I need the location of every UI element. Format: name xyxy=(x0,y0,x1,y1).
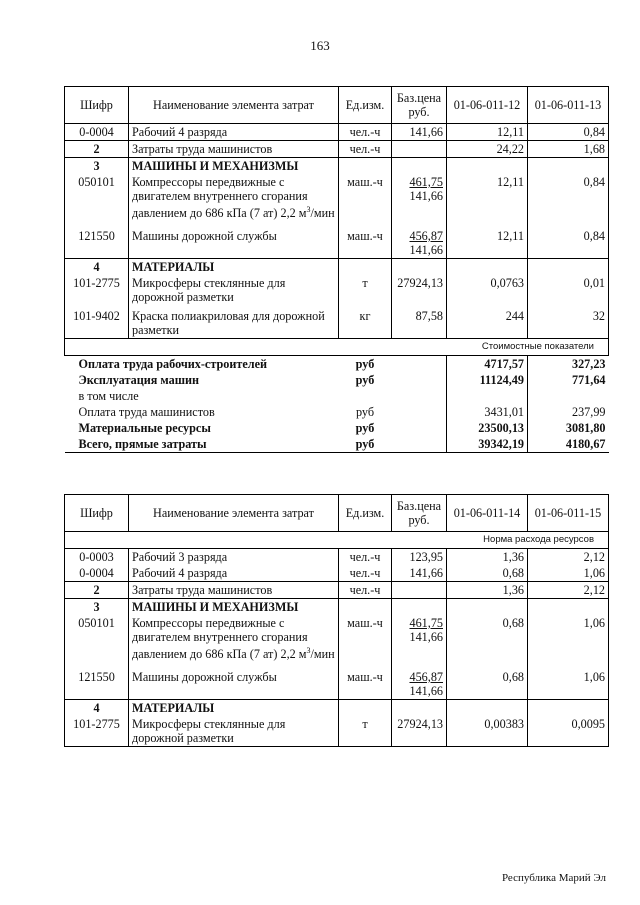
header-unit: Ед.изм. xyxy=(339,87,392,124)
section-heading-row: 4 МАТЕРИАЛЫ xyxy=(65,700,609,717)
header-price: Баз.цена руб. xyxy=(392,87,447,124)
table-row: 101-9402 Краска полиакриловая для дорожной разметки кг 87,58 244 32 xyxy=(65,305,609,339)
header-code: Шифр xyxy=(65,495,129,532)
table-header-row xyxy=(65,87,609,124)
summary-row: Оплата труда рабочих-строителей руб 4717,57 327,23 xyxy=(65,356,609,373)
header-col-a: 01-06-011-14 xyxy=(447,495,528,532)
header-col-b: 01-06-011-15 xyxy=(528,495,609,532)
section-heading-row: 3 МАШИНЫ И МЕХАНИЗМЫ xyxy=(65,599,609,616)
table-row: 101-2775 Микросферы стеклянные для дорожной разметки т 27924,13 0,00383 0,0095 xyxy=(65,716,609,747)
table-row: 101-2775 Микросферы стеклянные для дорожной разметки т 27924,13 0,0763 0,01 xyxy=(65,275,609,305)
summary-row: в том числе xyxy=(65,388,609,404)
table-row: 0-0003 Рабочий 3 разряда чел.-ч 123,95 1,36 2,12 xyxy=(65,549,609,566)
section-heading-row: 4 МАТЕРИАЛЫ xyxy=(65,259,609,276)
table-row: 050101 Компрессоры передвижные с двигателем внутреннего сгорания давлением до 686 кПа (7 ат) 2,2 $м^3$/мин маш.-ч 461,75 141,66 12,11 0,84 xyxy=(65,174,609,221)
table-row: 0-0004 Рабочий 4 разряда чел.-ч 141,66 12,11 0,84 xyxy=(65,124,609,141)
header-col-b: 01-06-011-13 xyxy=(528,87,609,124)
table-row: 2 Затраты труда машинистов чел.-ч 1,36 2,12 xyxy=(65,582,609,599)
header-col-a: 01-06-011-12 xyxy=(447,87,528,124)
section-heading-row: 3 МАШИНЫ И МЕХАНИЗМЫ xyxy=(65,158,609,175)
footer-region-label: Республика Марий Эл xyxy=(501,872,606,884)
header-code: Шифр xyxy=(65,87,129,124)
cost-indicators-label: Стоимостные показатели xyxy=(65,339,609,356)
summary-row: Эксплуатация машин руб 11124,49 771,64 xyxy=(65,372,609,388)
resource-table-2 xyxy=(64,494,609,747)
table-row: 121550 Машины дорожной службы маш.-ч 456,87 141,66 12,11 0,84 xyxy=(65,221,609,259)
norm-row xyxy=(65,532,609,549)
norm-label: Норма расхода ресурсов xyxy=(65,532,609,549)
header-unit: Ед.изм. xyxy=(339,495,392,532)
resource-table-1 xyxy=(64,86,609,453)
header-name: Наименование элемента затрат xyxy=(129,87,339,124)
summary-row: Всего, прямые затраты руб 39342,19 4180,67 xyxy=(65,436,609,453)
page-number: 163 xyxy=(310,38,330,53)
table-row: 121550 Машины дорожной службы маш.-ч 456,87 141,66 0,68 1,06 xyxy=(65,662,609,700)
table-row: 050101 Компрессоры передвижные с двигателем внутреннего сгорания давлением до 686 кПа (7 ат) 2,2 $м^3$/мин маш.-ч 461,75 141,66 0,68 1,06 xyxy=(65,615,609,662)
table-row: 0-0004 Рабочий 4 разряда чел.-ч 141,66 0,68 1,06 xyxy=(65,565,609,582)
summary-row: Материальные ресурсы руб 23500,13 3081,80 xyxy=(65,420,609,436)
table-row: 2 Затраты труда машинистов чел.-ч 24,22 1,68 xyxy=(65,141,609,158)
summary-row: Оплата труда машинистов руб 3431,01 237,99 xyxy=(65,404,609,420)
table-header-row xyxy=(65,495,609,532)
header-name: Наименование элемента затрат xyxy=(129,495,339,532)
cost-indicators-row xyxy=(65,339,609,356)
header-price: Баз.цена руб. xyxy=(392,495,447,532)
